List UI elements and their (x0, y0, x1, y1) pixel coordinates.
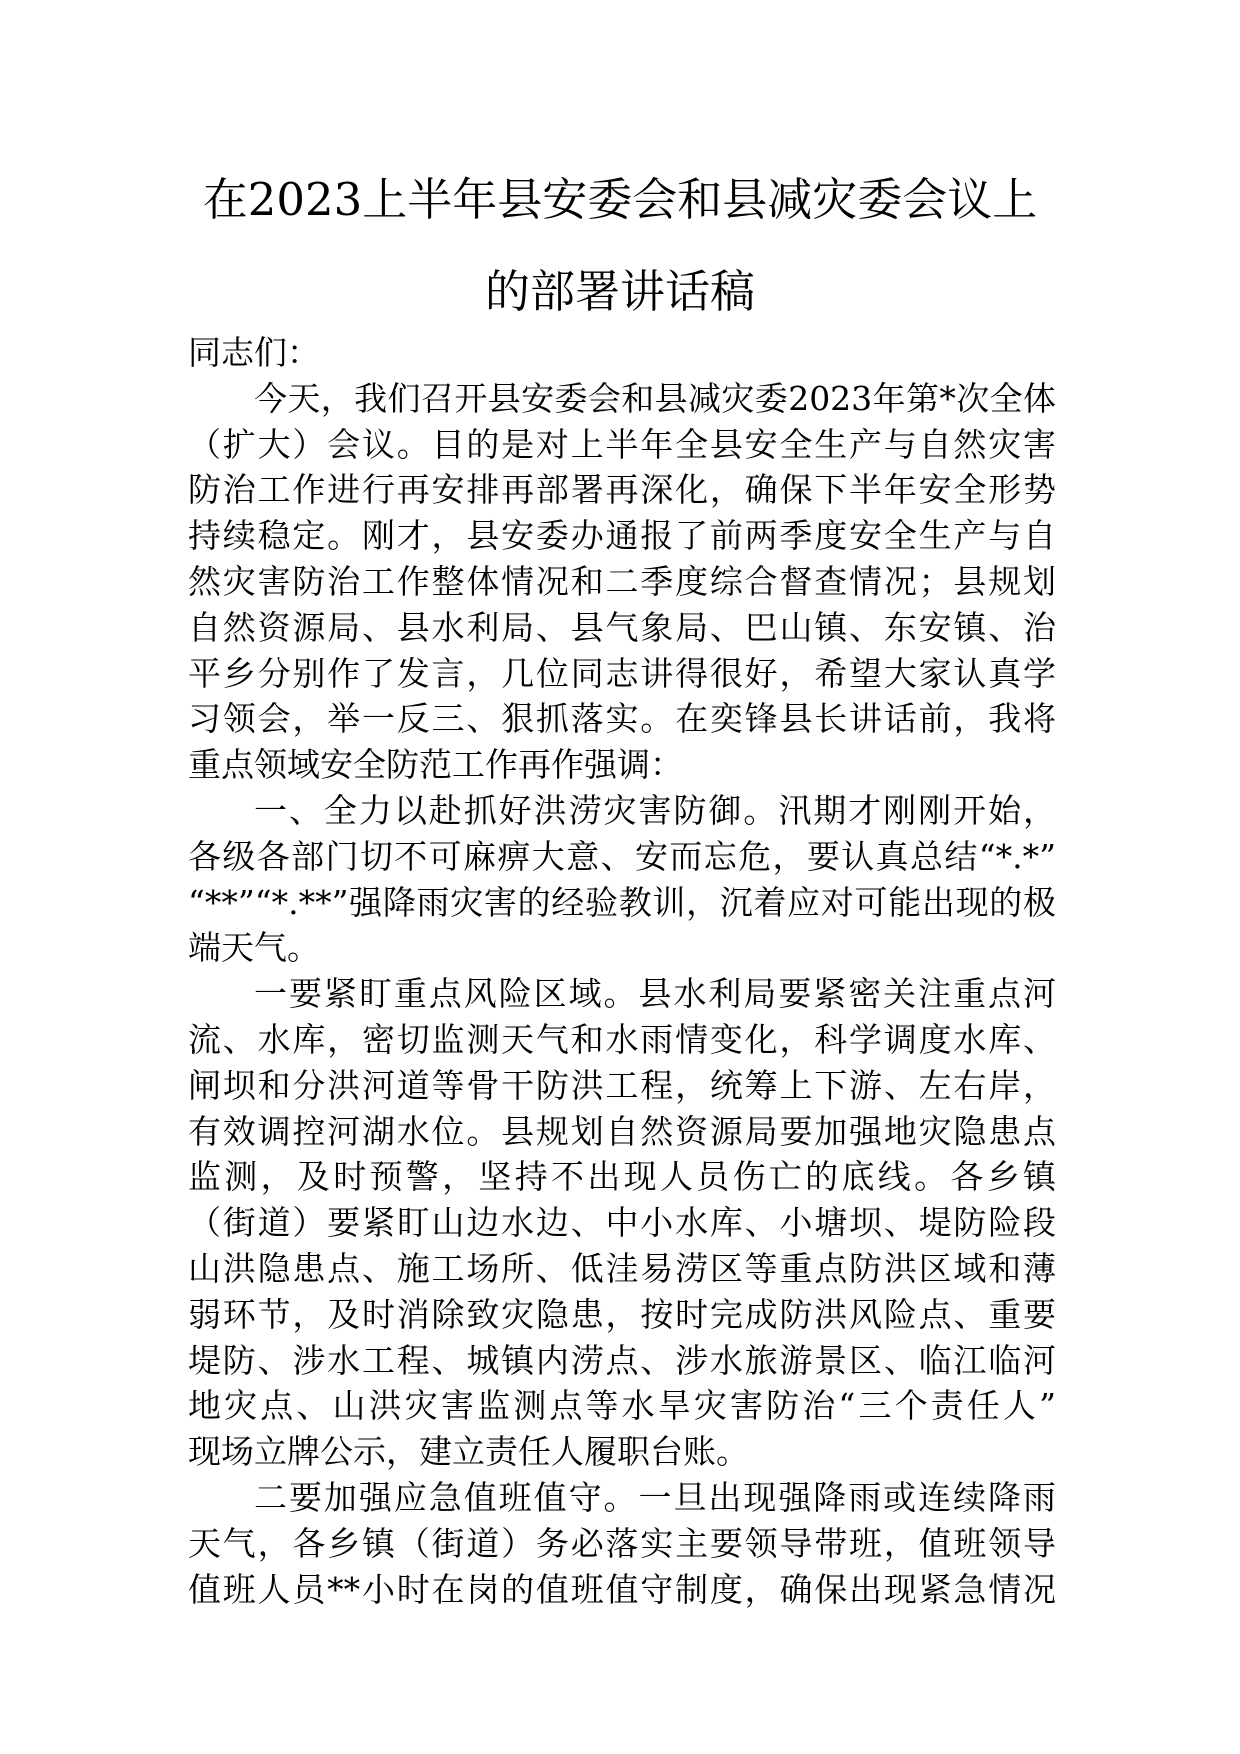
body-line: 监测，及时预警，坚持不出现人员伤亡的底线。各乡镇 (188, 1157, 1056, 1197)
document-title-line-1: 在2023上半年县安委会和县减灾委会议上 (202, 173, 1038, 226)
body-line: 弱环节，及时消除致灾隐患，按时完成防洪风险点、重要 (188, 1294, 1056, 1334)
body-line: 习领会，举一反三、狠抓落实。在奕锋县长讲话前，我将 (188, 699, 1056, 739)
body-line: 山洪隐患点、施工场所、低洼易涝区等重点防洪区域和薄 (188, 1248, 1056, 1288)
body-line: 然灾害防治工作整体情况和二季度综合督查情况；县规划 (188, 561, 1056, 601)
body-line: （扩大）会议。目的是对上半年全县安全生产与自然灾害 (188, 424, 1056, 464)
body-line: “**”“*.**”强降雨灾害的经验教训，沉着应对可能出现的极 (188, 882, 1056, 922)
body-line: 自然资源局、县水利局、县气象局、巴山镇、东安镇、治 (188, 607, 1056, 647)
body-line: 今天，我们召开县安委会和县减灾委2023年第*次全体 (254, 378, 1056, 418)
section-heading: 一、全力以赴抓好洪涝灾害防御。汛期才刚刚开始， (254, 790, 1056, 830)
body-line: 持续稳定。刚才，县安委办通报了前两季度安全生产与自 (188, 516, 1056, 556)
body-line: 闸坝和分洪河道等骨干防洪工程，统筹上下游、左右岸， (188, 1065, 1056, 1105)
document-title-line-2: 的部署讲话稿 (484, 265, 755, 318)
subsection-heading: 一要紧盯重点风险区域。县水利局要紧密关注重点河 (254, 974, 1056, 1014)
body-line: 防治工作进行再安排再部署再深化，确保下半年安全形势 (188, 470, 1056, 510)
subsection-heading: 二要加强应急值班值守。一旦出现强降雨或连续降雨 (254, 1477, 1056, 1517)
body-line: 值班人员**小时在岗的值班值守制度，确保出现紧急情况 (188, 1569, 1056, 1609)
body-line: 有效调控河湖水位。县规划自然资源局要加强地灾隐患点 (188, 1111, 1056, 1151)
body-line: 天气，各乡镇（街道）务必落实主要领导带班，值班领导 (188, 1523, 1056, 1563)
salutation: 同志们： (188, 333, 320, 372)
body-line: 平乡分别作了发言，几位同志讲得很好，希望大家认真学 (188, 653, 1056, 693)
body-line: （街道）要紧盯山边水边、中小水库、小塘坝、堤防险段 (188, 1203, 1056, 1243)
body-line: 流、水库，密切监测天气和水雨情变化，科学调度水库、 (188, 1019, 1056, 1059)
body-line: 堤防、涉水工程、城镇内涝点、涉水旅游景区、临江临河 (188, 1340, 1056, 1380)
body-line: 端天气。 (188, 928, 320, 968)
body-line: 重点领域安全防范工作再作强调： (188, 745, 683, 785)
body-line: 各级各部门切不可麻痹大意、安而忘危，要认真总结“*.*” (188, 836, 1056, 876)
body-line: 现场立牌公示，建立责任人履职台账。 (188, 1432, 749, 1472)
body-line: 地灾点、山洪灾害监测点等水旱灾害防治“三个责任人” (188, 1386, 1056, 1426)
document-body (188, 330, 1056, 1612)
